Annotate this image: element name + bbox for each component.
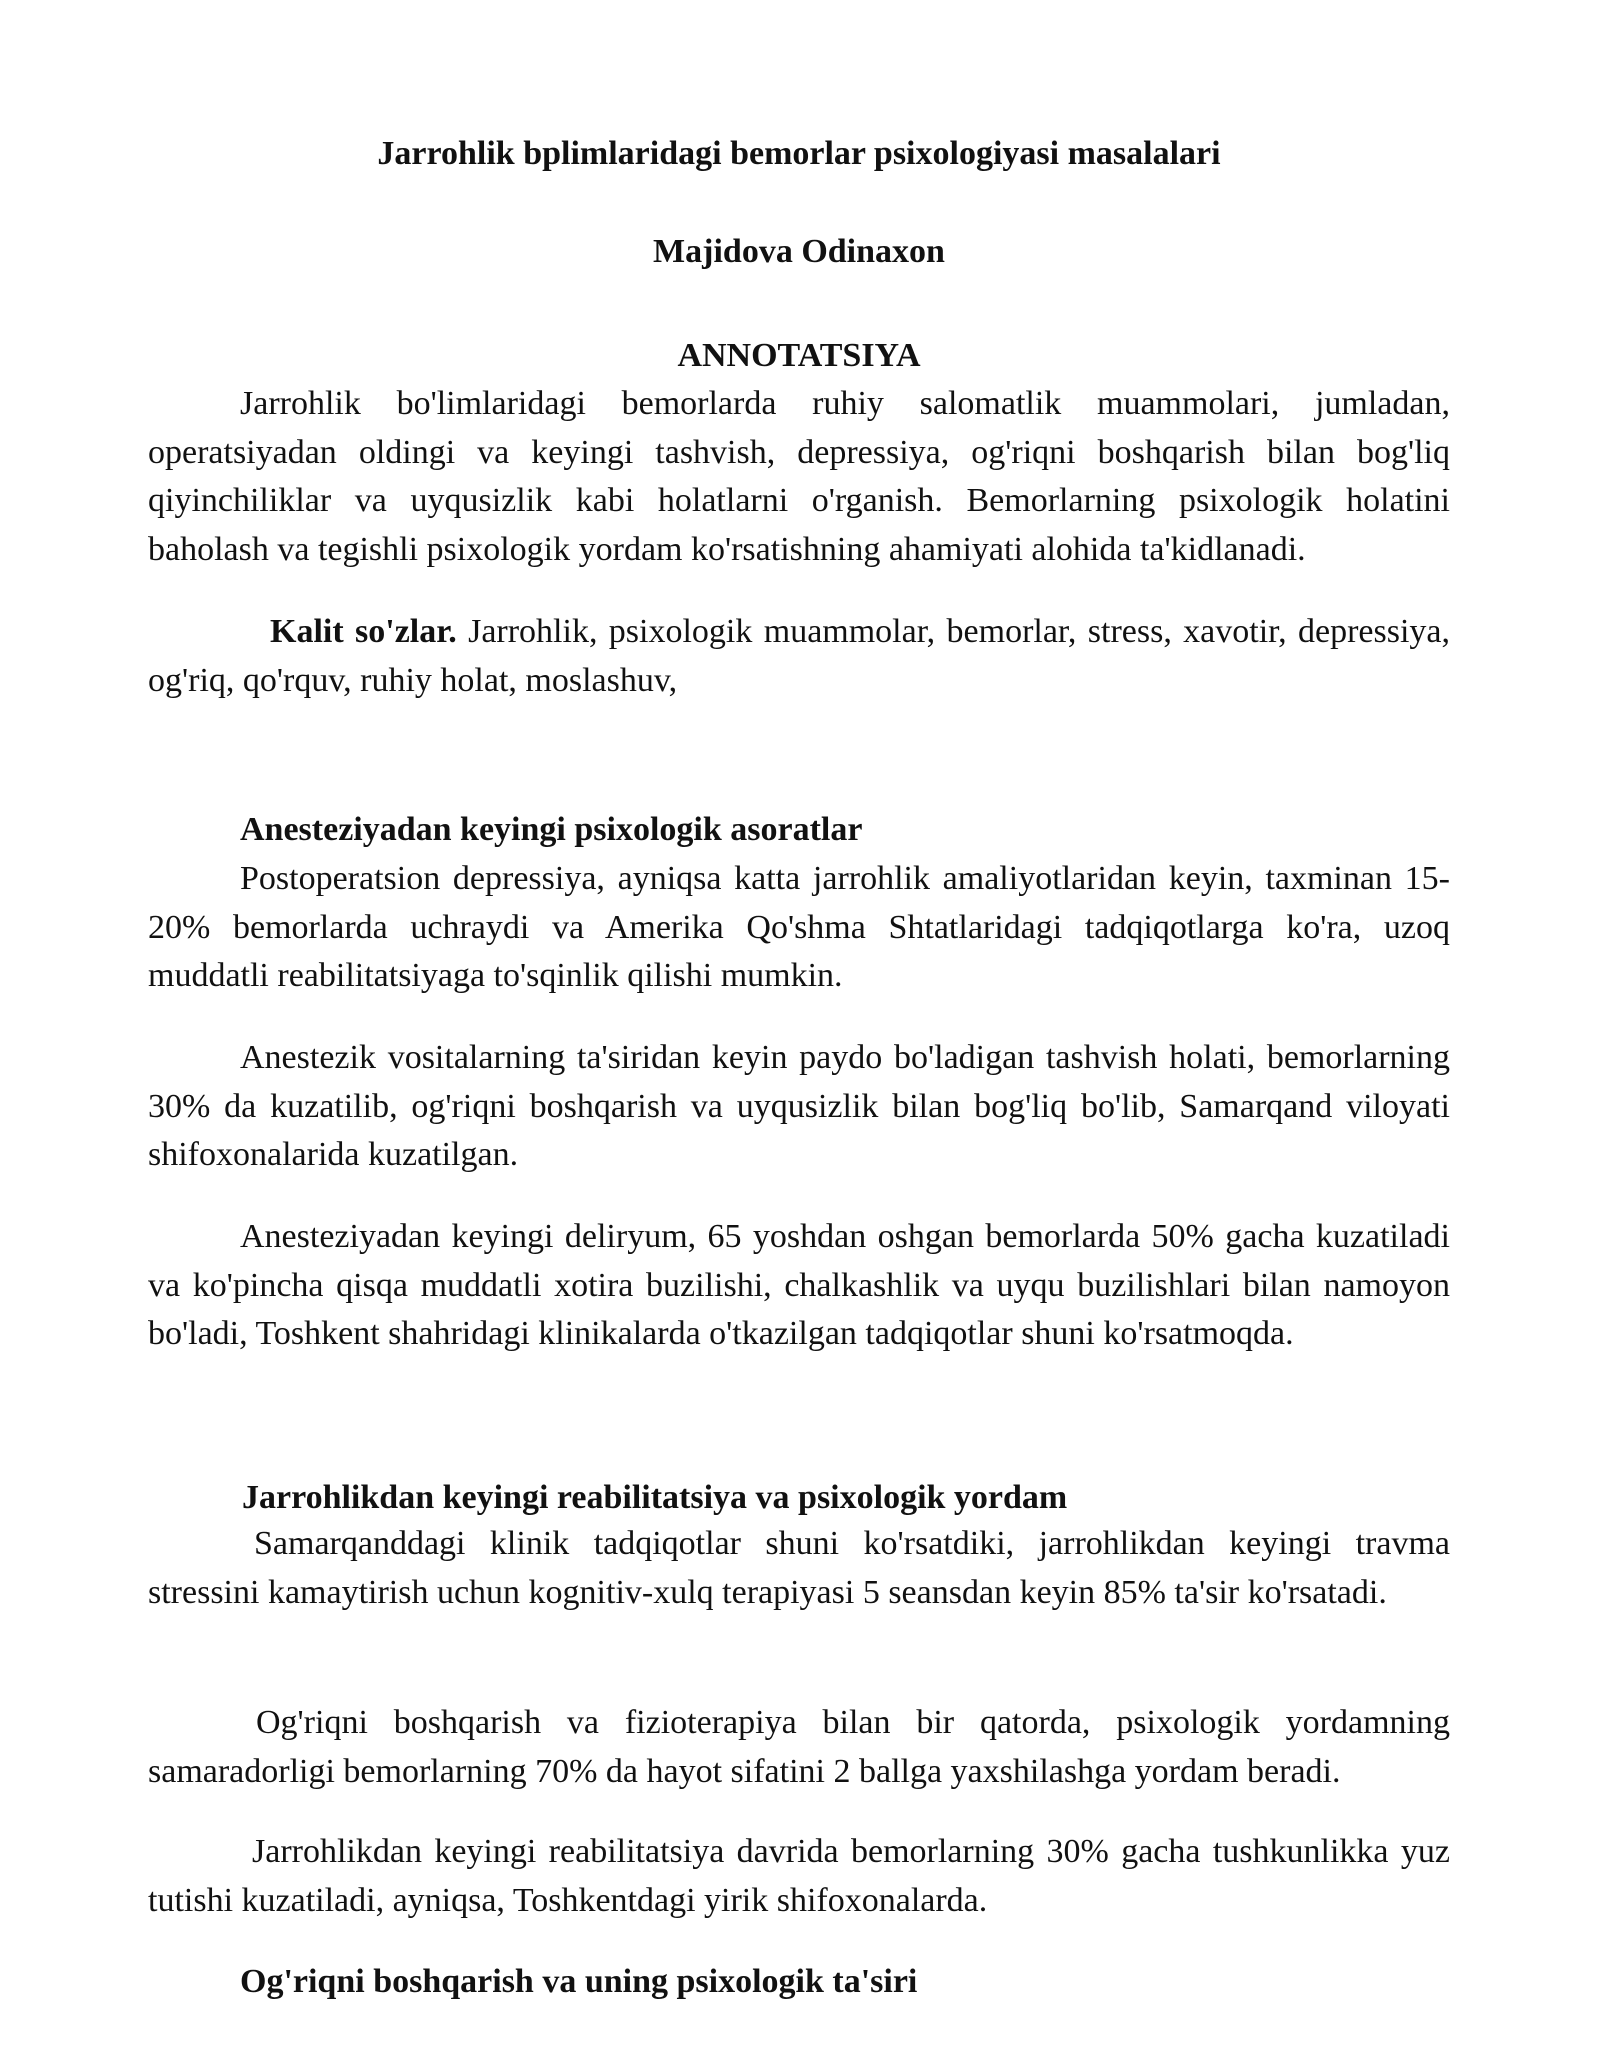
document-author: Majidova Odinaxon	[653, 233, 945, 270]
section-paragraph: Og'riqni boshqarish va fizioterapiya bilan bir qatorda, psixologik yordamning samaradorligi bemorlarning 70% da hayot sifatini 2 ballga yaxshilashga yordam beradi.	[148, 1704, 1450, 1790]
section-paragraph: Samarqanddagi klinik tadqiqotlar shuni ko'rsatdiki, jarrohlikdan keyingi travma stressini kamaytirish uchun kognitiv-xulq terapiyasi 5 seansdan keyin 85% ta'sir ko'rsatadi.	[148, 1525, 1450, 1611]
section-paragraph: Anestezik vositalarning ta'siridan keyin paydo bo'ladigan tashvish holati, bemorlarning 30% da kuzatilib, og'riqni boshqarish va uyqusizlik bilan bog'liq bo'lib, Samarqand viloyati shifoxonalarida kuzatilgan.	[148, 1039, 1450, 1173]
keywords-label: Kalit so'zlar.	[270, 613, 457, 650]
annotation-heading: ANNOTATSIYA	[677, 337, 921, 374]
section-paragraph: Postoperatsion depressiya, ayniqsa katta jarrohlik amaliyotlaridan keyin, taxminan 15-20% bemorlarda uchraydi va Amerika Qo'shma Shtatlaridagi tadqiqotlarga ko'ra, uzoq muddatli reabilitatsiyaga to'sqinlik qilishi mumkin.	[148, 860, 1450, 994]
document-title: Jarrohlik bplimlaridagi bemorlar psixologiyasi masalalari	[377, 135, 1221, 172]
annotation-text: Jarrohlik bo'limlaridagi bemorlarda ruhiy salomatlik muammolari, jumladan, operatsiyadan oldingi va keyingi tashvish, depressiya, og'riqni boshqarish bilan bog'liq qiyinchiliklar va uyqusizlik kabi holatlarni o'rganish. Bemorlarning psixologik holatini baholash va tegishli psixologik yordam ko'rsatishning ahamiyati alohida ta'kidlanadi.	[148, 385, 1450, 568]
section-heading-pain-management: Og'riqni boshqarish va uning psixologik ta'siri	[240, 1963, 918, 2000]
section-paragraph: Jarrohlikdan keyingi reabilitatsiya davrida bemorlarning 30% gacha tushkunlikka yuz tutishi kuzatiladi, ayniqsa, Toshkentdagi yirik shifoxonalarda.	[148, 1833, 1450, 1919]
keywords-paragraph	[148, 608, 1450, 705]
section-heading-anesthesia: Anesteziyadan keyingi psixologik asoratlar	[240, 811, 863, 848]
section-paragraph: Anesteziyadan keyingi deliryum, 65 yoshdan oshgan bemorlarda 50% gacha kuzatiladi va ko'pincha qisqa muddatli xotira buzilishi, chalkashlik va uyqu buzilishlari bilan namoyon bo'ladi, Toshkent shahridagi klinikalarda o'tkazilgan tadqiqotlar shuni ko'rsatmoqda.	[148, 1218, 1450, 1352]
keywords-text: Jarrohlik, psixologik muammolar, bemorlar, stress, xavotir, depressiya, og'riq, qo'rquv, ruhiy holat, moslashuv,	[148, 613, 1450, 699]
section-heading-rehabilitation: Jarrohlikdan keyingi reabilitatsiya va psixologik yordam	[242, 1479, 1068, 1516]
